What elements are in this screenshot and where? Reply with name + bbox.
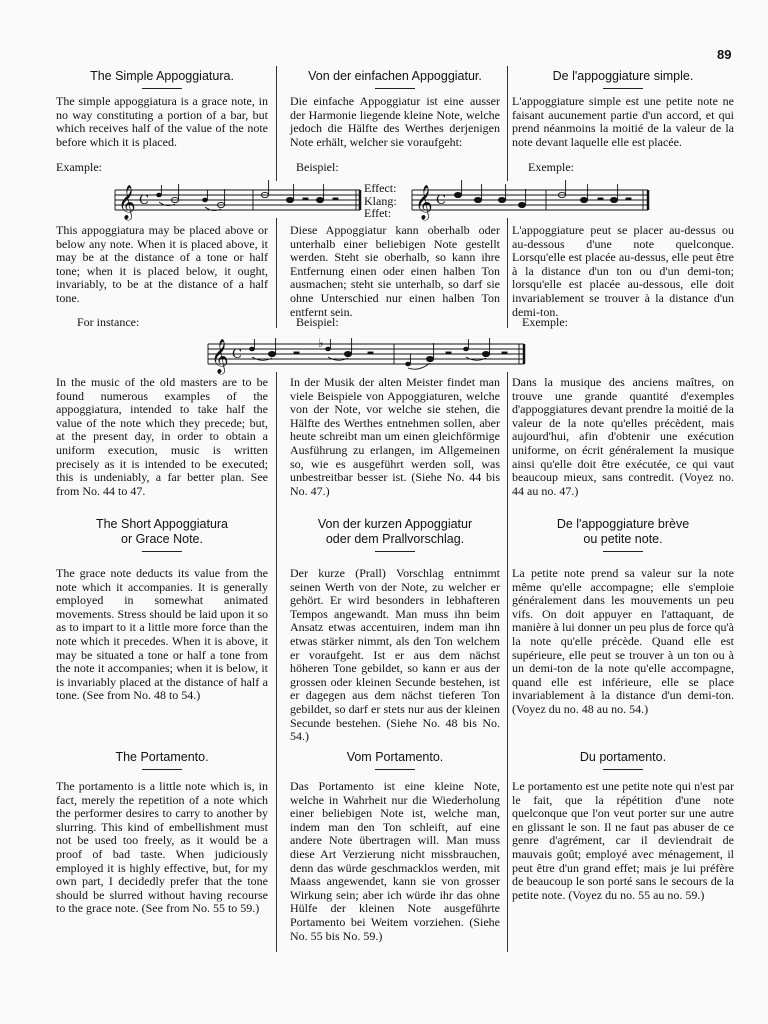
svg-text:C: C xyxy=(436,193,446,208)
paragraph-old-masters-fr: Dans la musique des anciens maîtres, on trouve une grande quantité d'exemples d'appoggiatures devant prendre la moitié de la valeur de la note qu'elles précèdent, mais aujourd'hui, afin d'obtenir une exécution uniforme, on écrit généralement la musique ainsi qu'elle doit être exécutée, ce qui vaut beaucoup mieux, sans contredit. (Voyez no. 44 au no. 47.) xyxy=(512,375,734,498)
paragraph-portamento-en: The portamento is a little note which is, in fact, merely the repetition of a note which the performer desires to carry to another by slurring. This kind of embellishment must not be used too freely, as it would be a proof of bad taste. When judiciously employed it is highly effective, but, for my own part, I decidedly prefer that the tone should be slurred without having recourse to the grace note. (See from No. 55 to 59.) xyxy=(56,779,268,916)
svg-text:♭: ♭ xyxy=(318,336,324,350)
effect-labels xyxy=(364,182,397,220)
heading-simple-fr: De l'appoggiature simple. xyxy=(512,69,734,89)
paragraph-portamento-de: Das Portamento ist eine kleine Note, welche in Wahrheit nur die Wiederholung einer beliebigen Note ist, welche man, indem man den Ton schleift, auf eine andere Note übertragen will. Man muss diese Art Verzierung nicht missbrauchen, denn das würde geschmacklos werden, mit Maass angewendet, kann sie von grosser Wirkung sein; aber ich würde ihr das ohne Hülfe der kleinen Note ausgeführte Portamento bei Weitem vorziehen. (Siehe No. 55 bis No. 59.) xyxy=(290,779,500,943)
svg-text:C: C xyxy=(139,193,149,208)
paragraph-simple-placement-en: This appoggiatura may be placed above or below any note. When it is placed above, it may be at the distance of a tone or half tone; when it is placed below, it ought, invariably, to be at the distance of a half tone. xyxy=(56,223,268,305)
paragraph-simple-placement-de: Diese Appoggiatur kann oberhalb oder unterhalb einer beliebigen Note gestellt werden. Steht sie oberhalb, so kann ihre Entfernung einen oder einen halben Ton ausmachen; steht sie unterhalb, so darf sie ohne Unterschied nur einen halben Ton entfernt sein. xyxy=(290,223,500,319)
paragraph-short-fr: La petite note prend sa valeur sur la note même qu'elle accompagne; elle s'emploie généralement dans les mouvements un peu vifs. On doit appuyer en l'attaquant, de manière à lui donner un peu plus de force qu'à la note qu'elle précède. Quand elle est supérieure, elle peut se trouver à un ton ou à un demi-ton de la note qu'elle accompagne, quand elle est inférieure, elle se place invariablement à la distance d'un demi-ton. (Voyez du no. 48 au no. 54.) xyxy=(512,566,734,716)
column-divider-right xyxy=(507,218,508,328)
heading-simple-en: The Simple Appoggiatura. xyxy=(56,69,268,89)
effect-label-de: Klang: xyxy=(364,193,397,208)
example-label-en: Example: xyxy=(56,160,102,174)
page-number: 89 xyxy=(717,47,732,62)
column-divider-left xyxy=(276,218,277,328)
heading-short-fr: De l'appoggiature brève ou petite note. xyxy=(512,517,734,552)
paragraph-short-en: The grace note deducts its value from the note which it accompanies. It is generally employed in somewhat animated movements. Stress should be laid upon it so as to impart to it a little more force than the note which it precedes. When it is above, it may be situated a tone or half a tone from the note it accompanies; when it is below, it is invariably placed at the distance of half a tone. (See from No. 48 to 54.) xyxy=(56,566,268,703)
heading-portamento-en: The Portamento. xyxy=(56,750,268,770)
paragraph-short-de: Der kurze (Prall) Vorschlag entnimmt seinen Werth von der Note, zu welcher er gehört. Er wird besonders in lebhafteren Tempos angewandt. Man muss ihn beim Ansatz etwas accentuiren, indem man ihn etwas stärker nimmt, als den Ton welchem er voraufgeht. Ist er aus dem nächst höheren Tone gebildet, so kann er aus der grossen oder kleinen Secunde bestehen, ist er dagegen aus dem nächst tieferen Ton gebildet, so darf er stets nur aus der kleinen Secunde bestehen. (Siehe No. 48 bis No. 54.) xyxy=(290,566,500,744)
music-example-placement xyxy=(208,330,530,374)
heading-simple-de: Von der einfachen Appoggiatur. xyxy=(290,69,500,89)
music-example-simple-effect xyxy=(412,180,652,224)
column-divider-left xyxy=(276,66,277,181)
effect-label-en: Effect: xyxy=(364,181,397,195)
music-example-simple-written xyxy=(115,180,365,224)
paragraph-old-masters-en: In the music of the old masters are to be found numerous examples of the appoggiatura, intended to take half the value of the note which they precede; but, at the present day, in order to obtain a uniform execution, music is written precisely as it is intended to be executed; this is undeniably, a far better plan. See from No. 44 to 47. xyxy=(56,375,268,498)
example-label-de: Beispiel: xyxy=(296,160,339,174)
column-divider-right xyxy=(507,372,508,952)
heading-short-en: The Short Appoggiatura or Grace Note. xyxy=(56,517,268,552)
effect-label-fr: Effet: xyxy=(364,206,392,220)
svg-text:𝄞: 𝄞 xyxy=(415,185,433,220)
paragraph-simple-fr: L'appoggiature simple est une petite note ne faisant aucunement partie d'un accord, et qui prend néanmoins la moitié de la valeur de la note devant laquelle elle est placée. xyxy=(512,94,734,149)
instance-label-en: For instance: xyxy=(77,315,140,329)
instance-label-fr: Exemple: xyxy=(522,315,568,329)
heading-portamento-fr: Du portamento. xyxy=(512,750,734,770)
paragraph-simple-placement-fr: L'appoggiature peut se placer au-dessus ou au-dessous d'une note quelconque. Lorsqu'elle est placée au-dessus, elle peut être à la distance d'un ton ou d'un demi-ton; lorsqu'elle est placée au-dessous, elle doit invariablement se trouver à la distance d'un demi-ton. xyxy=(512,223,734,319)
svg-text:𝄞: 𝄞 xyxy=(211,339,229,374)
heading-portamento-de: Vom Portamento. xyxy=(290,750,500,770)
svg-text:C: C xyxy=(232,347,242,362)
svg-text:𝄞: 𝄞 xyxy=(118,185,136,220)
heading-short-de: Von der kurzen Appoggiatur oder dem Prallvorschlag. xyxy=(290,517,500,552)
column-divider-right xyxy=(507,66,508,181)
paragraph-simple-de: Die einfache Appoggiatur ist eine ausser der Harmonie liegende kleine Note, welche jedoch die Hälfte des Werthes derjenigen Note erhält, welcher sie voraufgeht: xyxy=(290,94,500,149)
column-divider-left xyxy=(276,372,277,952)
example-label-fr: Exemple: xyxy=(528,160,574,174)
paragraph-portamento-fr: Le portamento est une petite note qui n'est par le fait, que la répétition d'une note quelconque que l'on veut porter sur une autre en glissant le son. Il ne faut pas abuser de ce genre d'agrément, car il deviendrait de mauvais goût; employé avec ménagement, il peut être d'un grand effet; mais je lui préfère de beaucoup le son porté sans le secours de la petite note. (Voyez du no. 55 au no. 59.) xyxy=(512,779,734,902)
instance-label-de: Beispiel: xyxy=(296,315,339,329)
paragraph-simple-en: The simple appoggiatura is a grace note, in no way constituting a portion of a bar, but which receives half of the value of the note before which it is placed. xyxy=(56,94,268,149)
paragraph-old-masters-de: In der Musik der alten Meister findet man viele Beispiele von Appoggiaturen, welche von der Note, vor welche sie stehen, die Hälfte des Werthes entnehmen sollen, aber heute schreibt man um einen gleichförmige Ausführung zu erlangen, im Allgemeinen so, wie es ausgeführt werden soll, was unbestreitbar besser ist. (Siehe No. 44 bis No. 47.) xyxy=(290,375,500,498)
